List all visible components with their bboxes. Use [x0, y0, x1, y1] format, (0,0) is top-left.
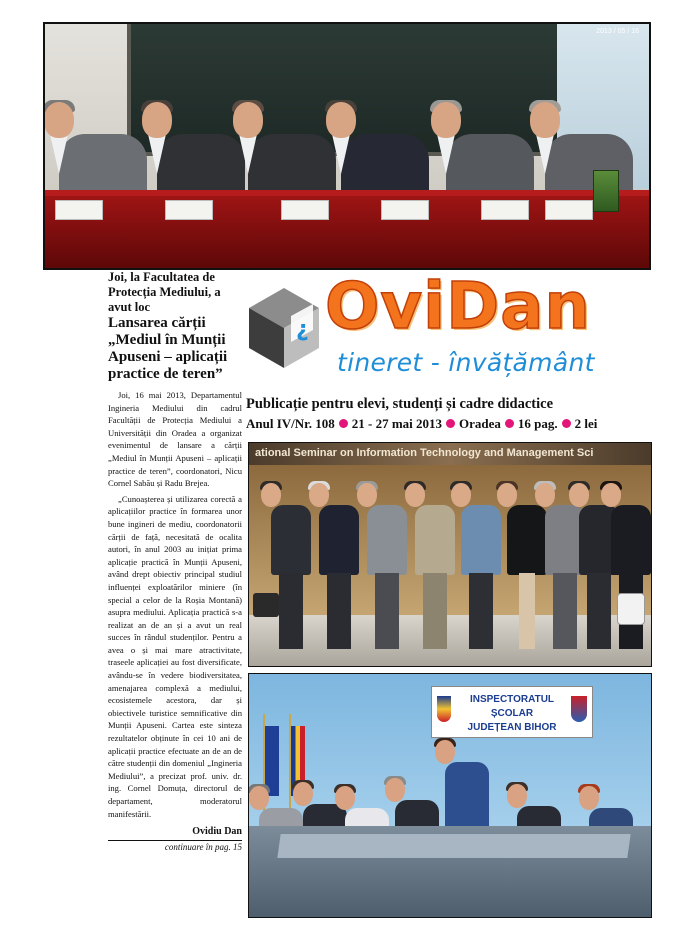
sign-line-1: INSPECTORATUL ȘCOLAR [469, 694, 555, 719]
issue-info [246, 416, 656, 432]
issue-number: Anul IV/Nr. 108 [246, 416, 335, 431]
article-kicker: Joi, la Facultatea de Protecția Mediului, a avut loc [108, 270, 221, 314]
masthead [245, 270, 655, 388]
svg-text:¿: ¿ [296, 317, 309, 342]
nameplate [545, 200, 593, 220]
photo-seminar-group [248, 442, 652, 667]
seminar-banner [249, 443, 651, 465]
nameplate [165, 200, 213, 220]
bullet-icon [562, 419, 571, 428]
issue-price: 2 lei [574, 416, 598, 431]
nameplate [281, 200, 329, 220]
nameplate [55, 200, 103, 220]
issue-pages: 16 pag. [517, 416, 558, 431]
nameplate [481, 200, 529, 220]
photo-date-stamp: 2013 / 05 / 16 [596, 28, 639, 35]
inspectorate-sign [431, 686, 593, 738]
article-paragraph-1: Joi, 16 mai 2013, Departamentul Ingineria Mediului din cadrul Facultății de Protecția Mediului a Universității din Oradea a organizat evenimentul de lansare a cărții „Mediul în Munții Apuseni – aplicații practice de teren”, coordonatori, Nicu Cornel Sabău și Radu Brejea. [108, 390, 242, 489]
nameplate [381, 200, 429, 220]
top-photo-panel-discussion [43, 22, 651, 270]
handbag [617, 593, 645, 625]
seminar-banner-text: ational Seminar on Information Technology and Management Sci [255, 447, 594, 459]
issue-city: Oradea [459, 416, 501, 431]
photo-school-inspectorate-meeting [248, 673, 652, 918]
sign-text [454, 693, 570, 735]
article-headline: Lansarea cărții „Mediul în Munții Apuseni – aplicații practice de teren” [108, 315, 228, 382]
bullet-icon [505, 419, 514, 428]
brand-tagline: tineret - învățământ [337, 348, 595, 377]
bihor-crest-icon [571, 696, 587, 722]
bullet-icon [446, 419, 455, 428]
sign-line-2: JUDEȚEAN BIHOR [467, 722, 557, 733]
article-book-launch [108, 270, 242, 852]
romania-crest-icon [437, 696, 451, 722]
briefcase [253, 593, 279, 617]
article-continued: continuare în pag. 15 [108, 840, 242, 852]
issue-dates: 21 - 27 mai 2013 [351, 416, 443, 431]
brand-name: OviDan [325, 270, 591, 344]
publication-subtitle: Publicație pentru elevi, studenți și cadre didactice [246, 396, 554, 412]
article-author: Ovidiu Dan [192, 826, 242, 838]
article-paragraph-2: „Cunoașterea și utilizarea corectă a aplicațiilor practice în formarea unor bune ingineri de mediu, coordonatorii cărții de față, necesitată de ocalita autori, în anul 2003 au inițiat prima aplicație practică în Munții Apuseni, având drept obiectiv principal studiul influenței exploatărilor miniere (în special a celor de la Roșia Montană) asupra mediului. Aplicația practică s-a realizat an de an și a avut un real succes în rândul studenților. Pentru a avea o și mai mare atractivitate, traseele aplicației au fost diversificate, avându-se în vedere biodiversitatea, amenajarea complexă a mediului, ecosistemele acestora, dar și obiectivele turistice semnificative din Munții Apuseni. Cartea este sinteza rezultatelor obținute în cei 10 ani de aplicații practice efectuate an de an de către studenții din domeniul „Ingineria Mediului”, a precizat prof. univ. dr. ing. Cornel Domuța, directorul de departament, moderatorul manifestării. [108, 493, 242, 819]
book-cover [593, 170, 619, 212]
bullet-icon [339, 419, 348, 428]
meeting-table [277, 834, 630, 858]
cube-logo-icon [247, 286, 321, 370]
